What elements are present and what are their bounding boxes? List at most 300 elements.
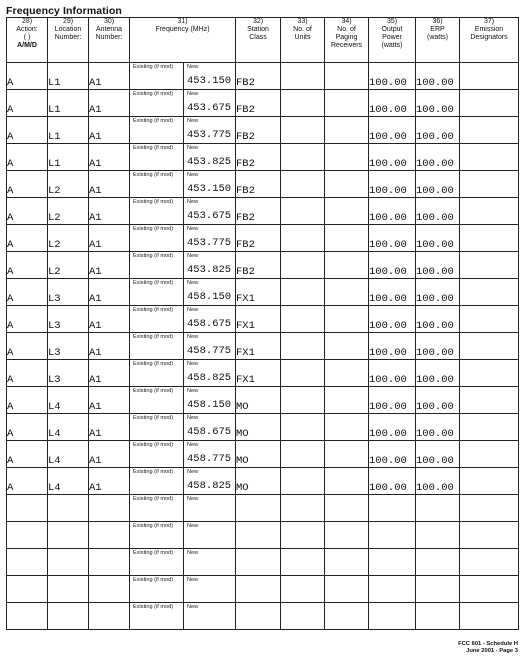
cell-station-class[interactable]: FB2 [236, 144, 281, 171]
cell-frequency[interactable] [130, 522, 236, 549]
cell-units[interactable] [281, 360, 325, 387]
cell-emission[interactable] [460, 495, 519, 522]
cell-erp[interactable] [416, 603, 460, 630]
cell-erp[interactable]: 100.00 [416, 279, 460, 306]
cell-erp[interactable]: 100.00 [416, 360, 460, 387]
cell-station-class[interactable]: FB2 [236, 63, 281, 90]
table-row [7, 441, 519, 468]
existing-label: Existing (if mod) [133, 361, 174, 367]
cell-location[interactable]: L1 [48, 90, 89, 117]
table-row [7, 171, 519, 198]
cell-power[interactable]: 100.00 [369, 90, 416, 117]
new-label: New [187, 280, 199, 286]
cell-action[interactable]: A [7, 333, 48, 360]
cell-frequency[interactable] [130, 333, 236, 360]
cell-emission[interactable] [460, 414, 519, 441]
existing-label: Existing (if mod) [133, 145, 174, 151]
cell-emission[interactable] [460, 576, 519, 603]
new-label: New [187, 226, 199, 232]
existing-label: Existing (if mod) [133, 64, 174, 70]
existing-label: Existing (if mod) [133, 334, 174, 340]
cell-emission[interactable] [460, 441, 519, 468]
cell-antenna[interactable] [89, 603, 130, 630]
cell-erp[interactable]: 100.00 [416, 117, 460, 144]
cell-antenna[interactable]: A1 [89, 441, 130, 468]
frequency-value[interactable]: 458.775 [187, 453, 232, 465]
cell-location[interactable]: L4 [48, 468, 89, 495]
header-frequency: 31) Frequency (MHz) [130, 18, 236, 63]
table-row [7, 225, 519, 252]
frequency-rows [7, 63, 519, 630]
cell-paging[interactable] [325, 522, 369, 549]
new-label: New [187, 496, 199, 502]
table-row [7, 333, 519, 360]
frequency-divider [183, 63, 184, 89]
cell-antenna[interactable]: A1 [89, 333, 130, 360]
cell-power[interactable]: 100.00 [369, 468, 416, 495]
cell-power[interactable]: 100.00 [369, 63, 416, 90]
cell-paging[interactable] [325, 225, 369, 252]
cell-emission[interactable] [460, 144, 519, 171]
frequency-value[interactable]: 458.825 [187, 480, 232, 492]
cell-station-class[interactable]: FB2 [236, 171, 281, 198]
header-units: 33) No. of Units [281, 18, 325, 63]
cell-antenna[interactable]: A1 [89, 414, 130, 441]
new-label: New [187, 442, 199, 448]
cell-station-class[interactable]: MO [236, 441, 281, 468]
cell-action[interactable]: A [7, 144, 48, 171]
cell-frequency[interactable] [130, 225, 236, 252]
cell-power[interactable]: 100.00 [369, 333, 416, 360]
header-paging-receivers: 34) No. of Paging Receivers [325, 18, 369, 63]
cell-power[interactable]: 100.00 [369, 279, 416, 306]
cell-station-class[interactable] [236, 495, 281, 522]
cell-units[interactable] [281, 333, 325, 360]
cell-paging[interactable] [325, 549, 369, 576]
cell-station-class[interactable]: FX1 [236, 306, 281, 333]
cell-units[interactable] [281, 414, 325, 441]
cell-paging[interactable] [325, 441, 369, 468]
cell-emission[interactable] [460, 90, 519, 117]
cell-emission[interactable] [460, 387, 519, 414]
cell-frequency[interactable] [130, 198, 236, 225]
cell-units[interactable] [281, 387, 325, 414]
cell-emission[interactable] [460, 549, 519, 576]
cell-emission[interactable] [460, 252, 519, 279]
cell-frequency[interactable] [130, 414, 236, 441]
cell-action[interactable]: A [7, 414, 48, 441]
existing-label: Existing (if mod) [133, 199, 174, 205]
frequency-value[interactable]: 453.775 [187, 129, 232, 141]
frequency-value[interactable]: 453.675 [187, 210, 232, 222]
cell-station-class[interactable]: FB2 [236, 225, 281, 252]
table-row [7, 252, 519, 279]
existing-label: Existing (if mod) [133, 523, 174, 529]
cell-station-class[interactable]: MO [236, 414, 281, 441]
cell-units[interactable] [281, 171, 325, 198]
cell-erp[interactable]: 100.00 [416, 306, 460, 333]
cell-action[interactable]: A [7, 252, 48, 279]
table-row [7, 576, 519, 603]
cell-antenna[interactable]: A1 [89, 63, 130, 90]
frequency-value[interactable]: 453.150 [187, 75, 232, 87]
frequency-divider [183, 144, 184, 170]
cell-location[interactable]: L2 [48, 171, 89, 198]
cell-erp[interactable] [416, 549, 460, 576]
cell-station-class[interactable]: FB2 [236, 90, 281, 117]
cell-frequency[interactable] [130, 90, 236, 117]
cell-emission[interactable] [460, 306, 519, 333]
cell-frequency[interactable] [130, 306, 236, 333]
cell-power[interactable] [369, 549, 416, 576]
cell-frequency[interactable] [130, 171, 236, 198]
cell-action[interactable] [7, 576, 48, 603]
cell-action[interactable] [7, 495, 48, 522]
cell-paging[interactable] [325, 333, 369, 360]
cell-erp[interactable]: 100.00 [416, 171, 460, 198]
cell-frequency[interactable] [130, 144, 236, 171]
cell-action[interactable]: A [7, 225, 48, 252]
cell-location[interactable] [48, 522, 89, 549]
cell-antenna[interactable]: A1 [89, 279, 130, 306]
cell-antenna[interactable]: A1 [89, 198, 130, 225]
frequency-value[interactable]: 458.150 [187, 399, 232, 411]
frequency-divider [183, 333, 184, 359]
cell-station-class[interactable] [236, 576, 281, 603]
frequency-value[interactable]: 458.675 [187, 426, 232, 438]
cell-location[interactable]: L1 [48, 144, 89, 171]
cell-power[interactable]: 100.00 [369, 414, 416, 441]
cell-power[interactable]: 100.00 [369, 198, 416, 225]
cell-emission[interactable] [460, 225, 519, 252]
frequency-divider [183, 603, 184, 629]
cell-units[interactable] [281, 603, 325, 630]
cell-units[interactable] [281, 279, 325, 306]
cell-erp[interactable] [416, 576, 460, 603]
cell-emission[interactable] [460, 279, 519, 306]
cell-paging[interactable] [325, 279, 369, 306]
table-row [7, 306, 519, 333]
existing-label: Existing (if mod) [133, 550, 174, 556]
cell-antenna[interactable] [89, 549, 130, 576]
cell-power[interactable] [369, 522, 416, 549]
cell-paging[interactable] [325, 171, 369, 198]
cell-antenna[interactable] [89, 576, 130, 603]
cell-antenna[interactable]: A1 [89, 387, 130, 414]
cell-power[interactable]: 100.00 [369, 387, 416, 414]
cell-power[interactable] [369, 603, 416, 630]
cell-antenna[interactable] [89, 522, 130, 549]
cell-action[interactable]: A [7, 387, 48, 414]
frequency-divider [183, 117, 184, 143]
header-station-class: 32) Station Class [236, 18, 281, 63]
frequency-value[interactable]: 458.775 [187, 345, 232, 357]
cell-emission[interactable] [460, 360, 519, 387]
cell-erp[interactable]: 100.00 [416, 252, 460, 279]
cell-power[interactable]: 100.00 [369, 306, 416, 333]
new-label: New [187, 550, 199, 556]
table-row [7, 279, 519, 306]
cell-frequency[interactable] [130, 279, 236, 306]
frequency-divider [183, 414, 184, 440]
cell-location[interactable]: L2 [48, 198, 89, 225]
new-label: New [187, 253, 199, 259]
cell-action[interactable] [7, 522, 48, 549]
cell-station-class[interactable]: FB2 [236, 198, 281, 225]
frequency-value[interactable]: 458.150 [187, 291, 232, 303]
cell-paging[interactable] [325, 414, 369, 441]
cell-units[interactable] [281, 252, 325, 279]
cell-frequency[interactable] [130, 387, 236, 414]
cell-frequency[interactable] [130, 495, 236, 522]
table-row [7, 63, 519, 90]
frequency-value[interactable]: 458.675 [187, 318, 232, 330]
cell-action[interactable]: A [7, 306, 48, 333]
cell-location[interactable]: L1 [48, 117, 89, 144]
cell-paging[interactable] [325, 144, 369, 171]
cell-units[interactable] [281, 90, 325, 117]
cell-location[interactable]: L3 [48, 306, 89, 333]
frequency-value[interactable]: 453.775 [187, 237, 232, 249]
cell-units[interactable] [281, 198, 325, 225]
cell-frequency[interactable] [130, 468, 236, 495]
cell-antenna[interactable]: A1 [89, 225, 130, 252]
cell-power[interactable]: 100.00 [369, 225, 416, 252]
existing-label: Existing (if mod) [133, 307, 174, 313]
cell-erp[interactable]: 100.00 [416, 225, 460, 252]
existing-label: Existing (if mod) [133, 577, 174, 583]
cell-action[interactable] [7, 603, 48, 630]
cell-antenna[interactable]: A1 [89, 90, 130, 117]
cell-power[interactable]: 100.00 [369, 144, 416, 171]
cell-location[interactable]: L3 [48, 333, 89, 360]
new-label: New [187, 145, 199, 151]
frequency-divider [183, 252, 184, 278]
section-title: Frequency Information [6, 5, 122, 17]
cell-paging[interactable] [325, 198, 369, 225]
existing-label: Existing (if mod) [133, 253, 174, 259]
cell-emission[interactable] [460, 522, 519, 549]
cell-station-class[interactable] [236, 603, 281, 630]
cell-frequency[interactable] [130, 117, 236, 144]
cell-units[interactable] [281, 144, 325, 171]
table-row [7, 387, 519, 414]
new-label: New [187, 307, 199, 313]
cell-power[interactable]: 100.00 [369, 117, 416, 144]
table-row [7, 117, 519, 144]
cell-erp[interactable]: 100.00 [416, 144, 460, 171]
cell-action[interactable]: A [7, 441, 48, 468]
cell-action[interactable]: A [7, 63, 48, 90]
new-label: New [187, 172, 199, 178]
cell-station-class[interactable] [236, 522, 281, 549]
new-label: New [187, 388, 199, 394]
frequency-divider [183, 198, 184, 224]
cell-paging[interactable] [325, 495, 369, 522]
frequency-table [6, 17, 519, 630]
cell-frequency[interactable] [130, 360, 236, 387]
cell-station-class[interactable]: FX1 [236, 360, 281, 387]
cell-antenna[interactable]: A1 [89, 171, 130, 198]
cell-erp[interactable]: 100.00 [416, 90, 460, 117]
cell-units[interactable] [281, 576, 325, 603]
existing-label: Existing (if mod) [133, 604, 174, 610]
frequency-divider [183, 306, 184, 332]
cell-station-class[interactable]: FB2 [236, 117, 281, 144]
cell-emission[interactable] [460, 468, 519, 495]
cell-action[interactable]: A [7, 117, 48, 144]
frequency-divider [183, 576, 184, 602]
cell-frequency[interactable] [130, 603, 236, 630]
cell-location[interactable]: L3 [48, 279, 89, 306]
cell-units[interactable] [281, 522, 325, 549]
cell-antenna[interactable]: A1 [89, 117, 130, 144]
frequency-divider [183, 468, 184, 494]
cell-erp[interactable]: 100.00 [416, 468, 460, 495]
cell-action[interactable]: A [7, 468, 48, 495]
new-label: New [187, 604, 199, 610]
frequency-divider [183, 441, 184, 467]
cell-paging[interactable] [325, 117, 369, 144]
cell-location[interactable]: L4 [48, 441, 89, 468]
cell-action[interactable]: A [7, 90, 48, 117]
new-label: New [187, 577, 199, 583]
new-label: New [187, 469, 199, 475]
header-emission-designators: 37) Emission Designators [460, 18, 519, 63]
cell-units[interactable] [281, 549, 325, 576]
cell-paging[interactable] [325, 576, 369, 603]
cell-units[interactable] [281, 117, 325, 144]
frequency-value[interactable]: 453.825 [187, 156, 232, 168]
cell-units[interactable] [281, 441, 325, 468]
cell-power[interactable] [369, 495, 416, 522]
cell-location[interactable] [48, 549, 89, 576]
cell-action[interactable]: A [7, 171, 48, 198]
cell-station-class[interactable]: FB2 [236, 252, 281, 279]
frequency-divider [183, 387, 184, 413]
frequency-value[interactable]: 453.150 [187, 183, 232, 195]
table-row [7, 549, 519, 576]
cell-antenna[interactable]: A1 [89, 360, 130, 387]
cell-frequency[interactable] [130, 252, 236, 279]
header-output-power: 35) Output Power (watts) [369, 18, 416, 63]
frequency-divider [183, 225, 184, 251]
cell-paging[interactable] [325, 603, 369, 630]
cell-antenna[interactable]: A1 [89, 144, 130, 171]
cell-units[interactable] [281, 306, 325, 333]
cell-power[interactable]: 100.00 [369, 441, 416, 468]
cell-antenna[interactable] [89, 495, 130, 522]
cell-units[interactable] [281, 225, 325, 252]
cell-frequency[interactable] [130, 549, 236, 576]
cell-location[interactable]: L4 [48, 387, 89, 414]
cell-erp[interactable]: 100.00 [416, 387, 460, 414]
cell-location[interactable]: L4 [48, 414, 89, 441]
cell-power[interactable]: 100.00 [369, 252, 416, 279]
cell-erp[interactable] [416, 522, 460, 549]
table-row [7, 90, 519, 117]
cell-frequency[interactable] [130, 441, 236, 468]
cell-action[interactable] [7, 549, 48, 576]
cell-erp[interactable]: 100.00 [416, 333, 460, 360]
cell-power[interactable]: 100.00 [369, 360, 416, 387]
cell-action[interactable]: A [7, 360, 48, 387]
cell-frequency[interactable] [130, 576, 236, 603]
cell-emission[interactable] [460, 171, 519, 198]
new-label: New [187, 118, 199, 124]
cell-erp[interactable]: 100.00 [416, 414, 460, 441]
cell-units[interactable] [281, 63, 325, 90]
new-label: New [187, 361, 199, 367]
cell-power[interactable]: 100.00 [369, 171, 416, 198]
cell-action[interactable]: A [7, 279, 48, 306]
cell-location[interactable] [48, 603, 89, 630]
existing-label: Existing (if mod) [133, 280, 174, 286]
frequency-value[interactable]: 453.825 [187, 264, 232, 276]
cell-units[interactable] [281, 468, 325, 495]
form-footer [458, 641, 518, 655]
cell-station-class[interactable]: FX1 [236, 279, 281, 306]
cell-erp[interactable]: 100.00 [416, 441, 460, 468]
cell-paging[interactable] [325, 360, 369, 387]
existing-label: Existing (if mod) [133, 388, 174, 394]
cell-paging[interactable] [325, 63, 369, 90]
frequency-value[interactable]: 458.825 [187, 372, 232, 384]
cell-station-class[interactable]: MO [236, 387, 281, 414]
frequency-divider [183, 549, 184, 575]
cell-emission[interactable] [460, 198, 519, 225]
frequency-divider [183, 360, 184, 386]
cell-station-class[interactable]: FX1 [236, 333, 281, 360]
existing-label: Existing (if mod) [133, 91, 174, 97]
frequency-divider [183, 171, 184, 197]
cell-location[interactable] [48, 495, 89, 522]
cell-units[interactable] [281, 495, 325, 522]
header-location: 29) Location Number: [48, 18, 89, 63]
table-row [7, 414, 519, 441]
cell-antenna[interactable]: A1 [89, 468, 130, 495]
cell-emission[interactable] [460, 333, 519, 360]
cell-erp[interactable]: 100.00 [416, 198, 460, 225]
cell-location[interactable]: L1 [48, 63, 89, 90]
cell-location[interactable] [48, 576, 89, 603]
cell-paging[interactable] [325, 90, 369, 117]
cell-erp[interactable]: 100.00 [416, 63, 460, 90]
cell-location[interactable]: L3 [48, 360, 89, 387]
cell-antenna[interactable]: A1 [89, 252, 130, 279]
new-label: New [187, 199, 199, 205]
cell-station-class[interactable] [236, 549, 281, 576]
cell-paging[interactable] [325, 306, 369, 333]
frequency-value[interactable]: 453.675 [187, 102, 232, 114]
cell-emission[interactable] [460, 117, 519, 144]
cell-erp[interactable] [416, 495, 460, 522]
cell-emission[interactable] [460, 63, 519, 90]
cell-station-class[interactable]: MO [236, 468, 281, 495]
new-label: New [187, 523, 199, 529]
cell-emission[interactable] [460, 603, 519, 630]
cell-frequency[interactable] [130, 63, 236, 90]
header-antenna: 30) Antenna Number: [89, 18, 130, 63]
cell-paging[interactable] [325, 468, 369, 495]
cell-action[interactable]: A [7, 198, 48, 225]
cell-power[interactable] [369, 576, 416, 603]
cell-paging[interactable] [325, 387, 369, 414]
cell-location[interactable]: L2 [48, 225, 89, 252]
cell-location[interactable]: L2 [48, 252, 89, 279]
cell-antenna[interactable]: A1 [89, 306, 130, 333]
cell-paging[interactable] [325, 252, 369, 279]
